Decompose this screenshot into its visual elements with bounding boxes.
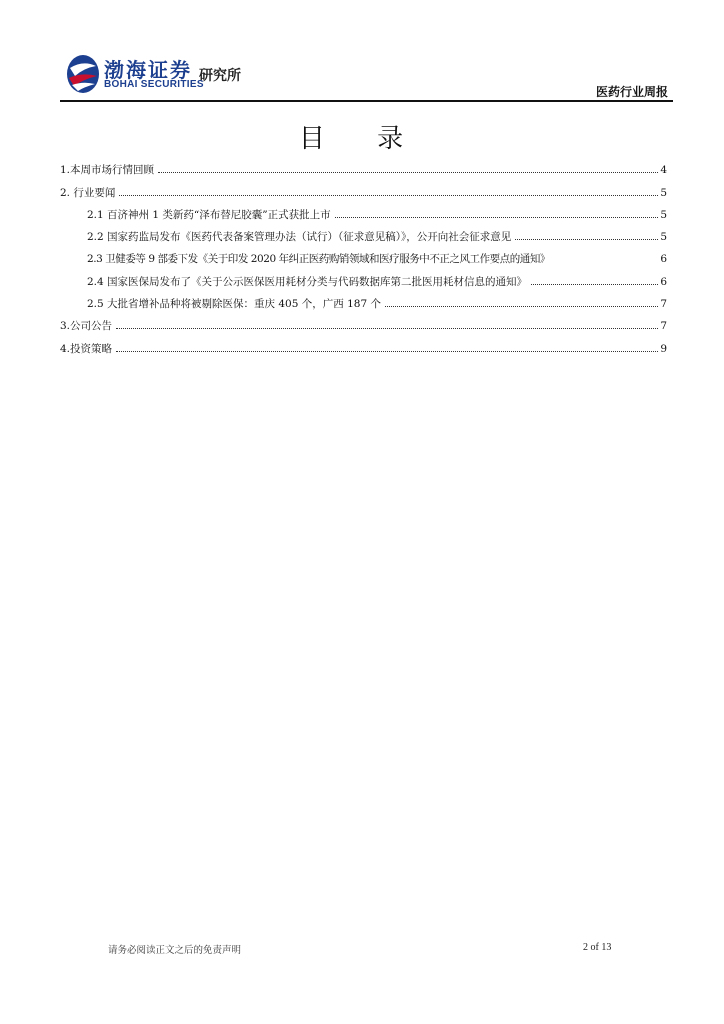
toc-leader-dots xyxy=(116,351,658,352)
toc-entry-label: 2.2 国家药监局发布《医药代表备案管理办法（试行）（征求意见稿）》，公开向社会征求意见 xyxy=(87,231,512,244)
toc-entry-4[interactable] xyxy=(60,333,667,355)
footer-page-number: 2 of 13 xyxy=(583,942,612,953)
toc-entry-2-2[interactable] xyxy=(60,222,667,244)
toc-entry-1[interactable] xyxy=(60,155,667,177)
toc-entry-label: 2.1 百济神州 1 类新药“泽布替尼胶囊”正式获批上市 xyxy=(87,208,331,221)
toc-entry-label: 3.公司公告 xyxy=(60,320,113,333)
toc-entry-2-5[interactable] xyxy=(60,289,667,311)
toc-entry-label: 2.5 大批省增补品种将被剔除医保：重庆 405 个，广西 187 个 xyxy=(87,298,381,311)
toc-leader-dots xyxy=(119,195,658,196)
toc-entry-page: 5 xyxy=(660,208,667,221)
toc-entry-page: 6 xyxy=(660,253,667,266)
toc-entry-2[interactable] xyxy=(60,177,667,199)
toc-entry-label: 1.本周市场行情回顾 xyxy=(60,164,155,177)
toc-entry-page: 7 xyxy=(660,298,667,311)
toc-entry-page: 4 xyxy=(660,164,667,177)
toc-entry-page: 5 xyxy=(660,231,667,244)
toc-entry-page: 9 xyxy=(660,342,667,355)
report-type: 医药行业周报 xyxy=(595,85,668,99)
logo-english-name: BOHAI SECURITIES xyxy=(104,79,204,90)
toc-entry-page: 5 xyxy=(660,186,667,199)
toc-leader-dots xyxy=(116,328,658,329)
toc-leader-dots xyxy=(335,217,659,218)
footer-disclaimer: 请务必阅读正文之后的免责声明 xyxy=(108,945,242,956)
toc-leader-dots xyxy=(515,239,658,240)
toc-leader-dots xyxy=(385,306,658,307)
toc-leader-dots xyxy=(158,172,658,173)
toc-entry-label: 2.3 卫健委等 9 部委下发《关于印发 2020 年纠正医药购销领域和医疗服务中不正之风工作要点的通知》 xyxy=(87,253,550,266)
toc-entry-2-1[interactable] xyxy=(60,200,667,222)
report-header xyxy=(66,52,672,100)
table-of-contents xyxy=(60,155,667,356)
institute-name: 研究所 xyxy=(199,68,241,84)
toc-leader-dots xyxy=(531,284,658,285)
header-divider xyxy=(60,100,673,102)
bohai-logo-icon xyxy=(66,54,100,94)
toc-entry-page: 6 xyxy=(660,275,667,288)
logo-chinese-name: 渤海证券 xyxy=(104,58,192,82)
toc-entry-2-4[interactable] xyxy=(60,266,667,288)
toc-entry-label: 4.投资策略 xyxy=(60,342,113,355)
toc-entry-2-3[interactable] xyxy=(60,244,667,266)
toc-title: 目 录 xyxy=(298,124,426,154)
toc-entry-3[interactable] xyxy=(60,311,667,333)
toc-entry-page: 7 xyxy=(660,320,667,333)
toc-entry-label: 2. 行业要闻 xyxy=(60,186,116,199)
toc-entry-label: 2.4 国家医保局发布了《关于公示医保医用耗材分类与代码数据库第二批医用耗材信息的通知》 xyxy=(87,275,528,288)
